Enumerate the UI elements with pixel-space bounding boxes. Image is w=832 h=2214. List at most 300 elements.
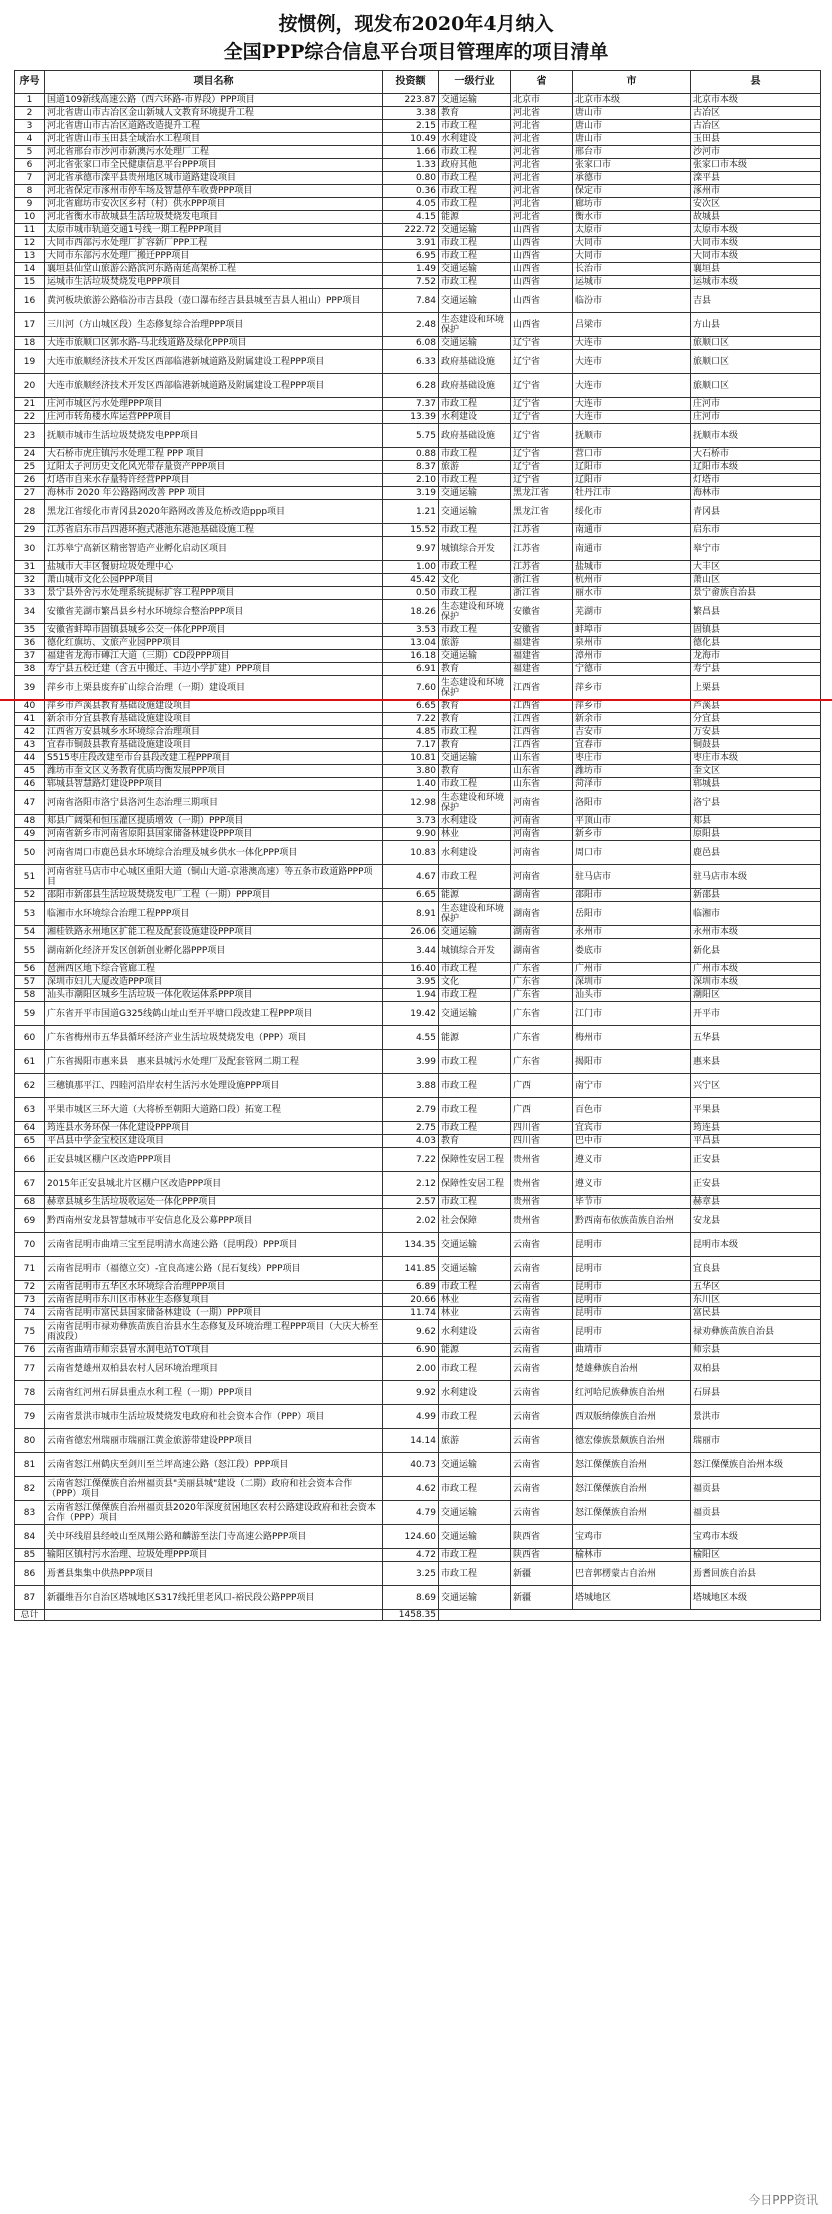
- row-project-name: 河北省衡水市故城县生活垃圾焚烧发电项目: [45, 211, 383, 224]
- table-row: [15, 1344, 821, 1357]
- total-row: [15, 1610, 821, 1621]
- row-index: 59: [15, 1002, 45, 1026]
- row-index: 6: [15, 159, 45, 172]
- row-industry: 交通运输: [439, 1586, 511, 1610]
- row-city: 临汾市: [573, 289, 691, 313]
- row-project-name: 三穗镇那平江、四睦河沿岸农村生活污水处理设施PPP项目: [45, 1074, 383, 1098]
- row-investment: 2.57: [383, 1196, 439, 1209]
- row-index: 7: [15, 172, 45, 185]
- row-index: 83: [15, 1501, 45, 1525]
- row-county: 大石桥市: [691, 448, 821, 461]
- row-city: 毕节市: [573, 1196, 691, 1209]
- row-province: 江西省: [511, 676, 573, 700]
- table-row: [15, 337, 821, 350]
- red-divider-line: [0, 699, 832, 701]
- row-industry: 教育: [439, 739, 511, 752]
- row-industry: 市政工程: [439, 1281, 511, 1294]
- table-row: [15, 1233, 821, 1257]
- table-row: [15, 828, 821, 841]
- row-index: 20: [15, 374, 45, 398]
- row-investment: 3.19: [383, 487, 439, 500]
- row-county: 抚顺市本级: [691, 424, 821, 448]
- row-city: 枣庄市: [573, 752, 691, 765]
- row-industry: 交通运输: [439, 487, 511, 500]
- row-industry: 市政工程: [439, 1050, 511, 1074]
- row-project-name: 云南省怒江傈僳族自治州福贡县"美丽县城"建设（二期）政府和社会资本合作（PPP）项目: [45, 1477, 383, 1501]
- row-province: 江苏省: [511, 524, 573, 537]
- header-county: 县: [691, 71, 821, 94]
- row-index: 80: [15, 1429, 45, 1453]
- row-province: 河北省: [511, 198, 573, 211]
- row-index: 38: [15, 663, 45, 676]
- row-index: 3: [15, 120, 45, 133]
- row-project-name: 广东省开平市国道G325线鹤山址山至开平塘口段改建工程PPP项目: [45, 1002, 383, 1026]
- row-index: 87: [15, 1586, 45, 1610]
- row-project-name: 临湘市水环境综合治理工程PPP项目: [45, 902, 383, 926]
- row-city: 西双版纳傣族自治州: [573, 1405, 691, 1429]
- row-city: 衡水市: [573, 211, 691, 224]
- row-investment: 7.22: [383, 1148, 439, 1172]
- table-row: [15, 500, 821, 524]
- row-industry: 水利建设: [439, 133, 511, 146]
- row-industry: 能源: [439, 889, 511, 902]
- row-index: 41: [15, 713, 45, 726]
- row-index: 55: [15, 939, 45, 963]
- row-index: 21: [15, 398, 45, 411]
- table-row: [15, 1172, 821, 1196]
- row-industry: 教育: [439, 765, 511, 778]
- row-city: 新余市: [573, 713, 691, 726]
- header-province: 省: [511, 71, 573, 94]
- table-row: [15, 650, 821, 663]
- row-county: 焉耆回族自治县: [691, 1562, 821, 1586]
- row-project-name: 郏县广阔渠和恒压灌区提质增效（一期）PPP项目: [45, 815, 383, 828]
- table-row: [15, 1453, 821, 1477]
- row-index: 69: [15, 1209, 45, 1233]
- row-county: 张家口市本级: [691, 159, 821, 172]
- row-city: 抚顺市: [573, 424, 691, 448]
- row-city: 长治市: [573, 263, 691, 276]
- row-industry: 市政工程: [439, 172, 511, 185]
- row-province: 山西省: [511, 224, 573, 237]
- table-row: [15, 1501, 821, 1525]
- row-city: 辽阳市: [573, 461, 691, 474]
- row-province: 四川省: [511, 1122, 573, 1135]
- row-industry: 生态建设和环境保护: [439, 600, 511, 624]
- row-project-name: 赫章县城乡生活垃圾收运处一体化PPP项目: [45, 1196, 383, 1209]
- row-industry: 交通运输: [439, 1002, 511, 1026]
- table-row: [15, 1026, 821, 1050]
- row-industry: 教育: [439, 107, 511, 120]
- row-city: 昆明市: [573, 1281, 691, 1294]
- row-county: 原阳县: [691, 828, 821, 841]
- row-project-name: 新余市分宜县教育基础设施建设项目: [45, 713, 383, 726]
- row-province: 江西省: [511, 726, 573, 739]
- row-province: 山西省: [511, 263, 573, 276]
- row-investment: 6.95: [383, 250, 439, 263]
- table-row: [15, 739, 821, 752]
- row-project-name: 河北省唐山市古冶区道路改造提升工程: [45, 120, 383, 133]
- row-city: 深圳市: [573, 976, 691, 989]
- row-investment: 4.72: [383, 1549, 439, 1562]
- row-county: 郏县: [691, 815, 821, 828]
- row-province: 云南省: [511, 1453, 573, 1477]
- row-index: 34: [15, 600, 45, 624]
- header-industry: 一级行业: [439, 71, 511, 94]
- row-index: 42: [15, 726, 45, 739]
- row-city: 邢台市: [573, 146, 691, 159]
- row-province: 云南省: [511, 1381, 573, 1405]
- row-province: 云南省: [511, 1233, 573, 1257]
- row-project-name: 萍乡市上栗县废弃矿山综合治理（一期）建设项目: [45, 676, 383, 700]
- table-row: [15, 902, 821, 926]
- table-row: [15, 198, 821, 211]
- total-label: 总计: [15, 1610, 45, 1621]
- row-city: 辽阳市: [573, 474, 691, 487]
- row-province: 黑龙江省: [511, 487, 573, 500]
- row-index: 46: [15, 778, 45, 791]
- row-project-name: 黔西南州安龙县智慧城市平安信息化及公募PPP项目: [45, 1209, 383, 1233]
- table-row: [15, 841, 821, 865]
- row-project-name: 邵阳市新邵县生活垃圾焚烧发电厂工程（一期）PPP项目: [45, 889, 383, 902]
- row-industry: 水利建设: [439, 815, 511, 828]
- row-investment: 18.26: [383, 600, 439, 624]
- row-city: 昆明市: [573, 1257, 691, 1281]
- row-index: 85: [15, 1549, 45, 1562]
- row-county: 平昌县: [691, 1135, 821, 1148]
- row-industry: 政府其他: [439, 159, 511, 172]
- row-investment: 7.17: [383, 739, 439, 752]
- row-investment: 0.50: [383, 587, 439, 600]
- row-industry: 水利建设: [439, 841, 511, 865]
- row-city: 驻马店市: [573, 865, 691, 889]
- row-county: 铜鼓县: [691, 739, 821, 752]
- row-industry: 市政工程: [439, 865, 511, 889]
- row-project-name: 江苏皋宁高新区精密智造产业孵化启动区项目: [45, 537, 383, 561]
- row-industry: 文化: [439, 976, 511, 989]
- row-index: 4: [15, 133, 45, 146]
- row-province: 浙江省: [511, 587, 573, 600]
- row-investment: 3.44: [383, 939, 439, 963]
- row-project-name: 云南省昆明市五华区水环境综合治理PPP项目: [45, 1281, 383, 1294]
- table-header-row: [15, 71, 821, 94]
- table-row: [15, 1050, 821, 1074]
- row-province: 贵州省: [511, 1172, 573, 1196]
- row-county: 安次区: [691, 198, 821, 211]
- row-investment: 4.03: [383, 1135, 439, 1148]
- row-city: 宜宾市: [573, 1122, 691, 1135]
- row-city: 杭州市: [573, 574, 691, 587]
- row-index: 31: [15, 561, 45, 574]
- row-county: 宜良县: [691, 1257, 821, 1281]
- row-investment: 4.05: [383, 198, 439, 211]
- row-project-name: 海林市 2020 年公路路网改善 PPP 项目: [45, 487, 383, 500]
- row-city: 宝鸡市: [573, 1525, 691, 1549]
- row-investment: 4.67: [383, 865, 439, 889]
- row-investment: 3.95: [383, 976, 439, 989]
- row-project-name: 宜春市铜鼓县教育基础设施建设项目: [45, 739, 383, 752]
- row-investment: 1.40: [383, 778, 439, 791]
- row-index: 13: [15, 250, 45, 263]
- row-county: 吉县: [691, 289, 821, 313]
- row-county: 瑞丽市: [691, 1429, 821, 1453]
- row-county: 灯塔市: [691, 474, 821, 487]
- row-county: 大同市本级: [691, 250, 821, 263]
- row-project-name: 寿宁县五校迁建（含五中搬迁、丰边小学扩建）PPP项目: [45, 663, 383, 676]
- table-row: [15, 1586, 821, 1610]
- table-row: [15, 1562, 821, 1586]
- row-industry: 能源: [439, 1026, 511, 1050]
- row-county: 石屏县: [691, 1381, 821, 1405]
- row-project-name: 琶洲西区地下综合管廊工程: [45, 963, 383, 976]
- row-investment: 3.53: [383, 624, 439, 637]
- row-province: 山东省: [511, 765, 573, 778]
- row-index: 28: [15, 500, 45, 524]
- row-project-name: 三川河（方山城区段）生态修复综合治理PPP项目: [45, 313, 383, 337]
- row-industry: 生态建设和环境保护: [439, 313, 511, 337]
- row-city: 唐山市: [573, 133, 691, 146]
- row-project-name: 江西省万安县城乡水环境综合治理项目: [45, 726, 383, 739]
- row-project-name: 平昌县中学金宝校区建设项目: [45, 1135, 383, 1148]
- row-county: 龙海市: [691, 650, 821, 663]
- row-project-name: 大连市旅顺经济技术开发区西部临港新城道路及附属建设工程PPP项目: [45, 374, 383, 398]
- table-row: [15, 1257, 821, 1281]
- table-row: [15, 926, 821, 939]
- row-industry: 城镇综合开发: [439, 939, 511, 963]
- table-row: [15, 1074, 821, 1098]
- row-province: 云南省: [511, 1320, 573, 1344]
- row-province: 河南省: [511, 791, 573, 815]
- row-investment: 223.87: [383, 94, 439, 107]
- row-province: 辽宁省: [511, 424, 573, 448]
- row-investment: 6.65: [383, 700, 439, 713]
- row-county: 怒江傈僳族自治州本级: [691, 1453, 821, 1477]
- row-province: 广东省: [511, 1050, 573, 1074]
- row-industry: 市政工程: [439, 120, 511, 133]
- row-city: 潍坊市: [573, 765, 691, 778]
- row-investment: 40.73: [383, 1453, 439, 1477]
- table-row: [15, 726, 821, 739]
- table-row: [15, 624, 821, 637]
- table-row: [15, 146, 821, 159]
- row-project-name: 2015年正安县城北片区棚户区改造PPP项目: [45, 1172, 383, 1196]
- row-county: 塔城地区本级: [691, 1586, 821, 1610]
- row-index: 73: [15, 1294, 45, 1307]
- row-county: 枣庄市本级: [691, 752, 821, 765]
- row-industry: 交通运输: [439, 263, 511, 276]
- row-project-name: 河南省新乡市河南省原阳县国家储备林建设PPP项目: [45, 828, 383, 841]
- row-investment: 8.37: [383, 461, 439, 474]
- row-industry: 市政工程: [439, 1098, 511, 1122]
- row-investment: 10.81: [383, 752, 439, 765]
- row-city: 巴音郭楞蒙古自治州: [573, 1562, 691, 1586]
- row-index: 60: [15, 1026, 45, 1050]
- row-city: 萍乡市: [573, 700, 691, 713]
- row-investment: 9.97: [383, 537, 439, 561]
- row-city: 大同市: [573, 237, 691, 250]
- row-city: 昆明市: [573, 1307, 691, 1320]
- row-city: 巴中市: [573, 1135, 691, 1148]
- row-county: 正安县: [691, 1172, 821, 1196]
- row-province: 山东省: [511, 752, 573, 765]
- row-county: 榆阳区: [691, 1549, 821, 1562]
- table-row: [15, 1357, 821, 1381]
- row-investment: 9.62: [383, 1320, 439, 1344]
- row-province: 安徽省: [511, 624, 573, 637]
- row-index: 14: [15, 263, 45, 276]
- row-county: 大丰区: [691, 561, 821, 574]
- row-project-name: 汕头市潮阳区城乡生活垃圾一体化收运体系PPP项目: [45, 989, 383, 1002]
- row-industry: 城镇综合开发: [439, 537, 511, 561]
- row-project-name: 云南省曲靖市师宗县冒水洞电站TOT项目: [45, 1344, 383, 1357]
- row-index: 65: [15, 1135, 45, 1148]
- row-project-name: 云南省景洪市城市生活垃圾焚烧发电政府和社会资本合作（PPP）项目: [45, 1405, 383, 1429]
- row-project-name: 河南省洛阳市洛宁县洛河生态治理三期项目: [45, 791, 383, 815]
- row-province: 新疆: [511, 1586, 573, 1610]
- row-province: 云南省: [511, 1344, 573, 1357]
- row-city: 芜湖市: [573, 600, 691, 624]
- row-index: 40: [15, 700, 45, 713]
- row-investment: 3.88: [383, 1074, 439, 1098]
- table-row: [15, 889, 821, 902]
- row-city: 曲靖市: [573, 1344, 691, 1357]
- row-province: 山西省: [511, 237, 573, 250]
- row-city: 张家口市: [573, 159, 691, 172]
- row-province: 云南省: [511, 1477, 573, 1501]
- row-city: 唐山市: [573, 107, 691, 120]
- row-project-name: 黑龙江省绥化市青冈县2020年路网改善及危桥改造ppp项目: [45, 500, 383, 524]
- row-investment: 6.33: [383, 350, 439, 374]
- row-city: 保定市: [573, 185, 691, 198]
- row-investment: 8.91: [383, 902, 439, 926]
- row-county: 福贡县: [691, 1501, 821, 1525]
- row-city: 蚌埠市: [573, 624, 691, 637]
- row-investment: 4.85: [383, 726, 439, 739]
- row-investment: 5.75: [383, 424, 439, 448]
- row-county: 开平市: [691, 1002, 821, 1026]
- row-index: 47: [15, 791, 45, 815]
- row-city: 黔西南布依族苗族自治州: [573, 1209, 691, 1233]
- row-index: 48: [15, 815, 45, 828]
- table-row: [15, 587, 821, 600]
- row-province: 黑龙江省: [511, 500, 573, 524]
- row-industry: 市政工程: [439, 448, 511, 461]
- row-index: 64: [15, 1122, 45, 1135]
- row-index: 1: [15, 94, 45, 107]
- row-county: 五华区: [691, 1281, 821, 1294]
- row-county: 师宗县: [691, 1344, 821, 1357]
- row-province: 湖南省: [511, 889, 573, 902]
- row-investment: 3.80: [383, 765, 439, 778]
- row-project-name: 灯塔市自来水存量特许经营PPP项目: [45, 474, 383, 487]
- row-city: 揭阳市: [573, 1050, 691, 1074]
- row-industry: 市政工程: [439, 474, 511, 487]
- row-index: 57: [15, 976, 45, 989]
- row-industry: 教育: [439, 1135, 511, 1148]
- row-county: 广州市本级: [691, 963, 821, 976]
- row-county: 禄劝彝族苗族自治县: [691, 1320, 821, 1344]
- table-row: [15, 1429, 821, 1453]
- row-county: 启东市: [691, 524, 821, 537]
- row-province: 福建省: [511, 637, 573, 650]
- row-project-name: 云南省怒江傈僳族自治州福贡县2020年深度贫困地区农村公路建设政府和社会资本合作（PPP）项目: [45, 1501, 383, 1525]
- row-index: 50: [15, 841, 45, 865]
- row-industry: 交通运输: [439, 289, 511, 313]
- row-investment: 4.99: [383, 1405, 439, 1429]
- title-line-1: 按惯例，现发布2020年4月纳入: [278, 13, 554, 35]
- table-row: [15, 1549, 821, 1562]
- row-industry: 旅游: [439, 637, 511, 650]
- row-project-name: 安徽省蚌埠市固镇县城乡公交一体化PPP项目: [45, 624, 383, 637]
- row-industry: 市政工程: [439, 185, 511, 198]
- row-investment: 8.69: [383, 1586, 439, 1610]
- row-county: 筠连县: [691, 1122, 821, 1135]
- row-project-name: 河南省周口市鹿邑县水环境综合治理及城乡供水一体化PPP项目: [45, 841, 383, 865]
- row-industry: 市政工程: [439, 1122, 511, 1135]
- row-city: 唐山市: [573, 120, 691, 133]
- row-project-name: 国道109新线高速公路（西六环路-市界段）PPP项目: [45, 94, 383, 107]
- row-index: 11: [15, 224, 45, 237]
- row-province: 广东省: [511, 989, 573, 1002]
- row-county: 兴宁区: [691, 1074, 821, 1098]
- row-investment: 2.75: [383, 1122, 439, 1135]
- row-city: 新乡市: [573, 828, 691, 841]
- row-industry: 交通运输: [439, 1453, 511, 1477]
- row-project-name: 正安县城区棚户区改造PPP项目: [45, 1148, 383, 1172]
- row-project-name: 大同市西部污水处理厂扩容新厂PPP工程: [45, 237, 383, 250]
- row-province: 河北省: [511, 133, 573, 146]
- row-province: 湖南省: [511, 939, 573, 963]
- row-industry: 交通运输: [439, 926, 511, 939]
- row-index: 66: [15, 1148, 45, 1172]
- row-index: 24: [15, 448, 45, 461]
- row-city: 怒江傈僳族自治州: [573, 1453, 691, 1477]
- row-province: 河南省: [511, 865, 573, 889]
- row-index: 71: [15, 1257, 45, 1281]
- row-province: 云南省: [511, 1281, 573, 1294]
- row-index: 32: [15, 574, 45, 587]
- row-industry: 市政工程: [439, 587, 511, 600]
- row-city: 绥化市: [573, 500, 691, 524]
- row-city: 娄底市: [573, 939, 691, 963]
- table-row: [15, 637, 821, 650]
- row-investment: 0.88: [383, 448, 439, 461]
- row-index: 67: [15, 1172, 45, 1196]
- row-county: 宝鸡市本级: [691, 1525, 821, 1549]
- row-city: 塔城地区: [573, 1586, 691, 1610]
- row-index: 61: [15, 1050, 45, 1074]
- row-project-name: 平果市城区三环大道（大将桥至朝阳大道路口段）拓宽工程: [45, 1098, 383, 1122]
- row-county: 北京市本级: [691, 94, 821, 107]
- row-industry: 水利建设: [439, 1381, 511, 1405]
- row-industry: 市政工程: [439, 146, 511, 159]
- table-row: [15, 133, 821, 146]
- row-investment: 6.89: [383, 1281, 439, 1294]
- row-city: 广州市: [573, 963, 691, 976]
- row-index: 51: [15, 865, 45, 889]
- table-row: [15, 1281, 821, 1294]
- row-province: 辽宁省: [511, 337, 573, 350]
- row-industry: 市政工程: [439, 250, 511, 263]
- row-industry: 林业: [439, 1294, 511, 1307]
- row-project-name: 盐城市大丰区餐厨垃圾处理中心: [45, 561, 383, 574]
- row-province: 辽宁省: [511, 374, 573, 398]
- row-index: 62: [15, 1074, 45, 1098]
- row-project-name: 大连市旅顺经济技术开发区西部临港新城道路及附属建设工程PPP项目: [45, 350, 383, 374]
- row-province: 广东省: [511, 1026, 573, 1050]
- row-industry: 文化: [439, 574, 511, 587]
- row-investment: 1.00: [383, 561, 439, 574]
